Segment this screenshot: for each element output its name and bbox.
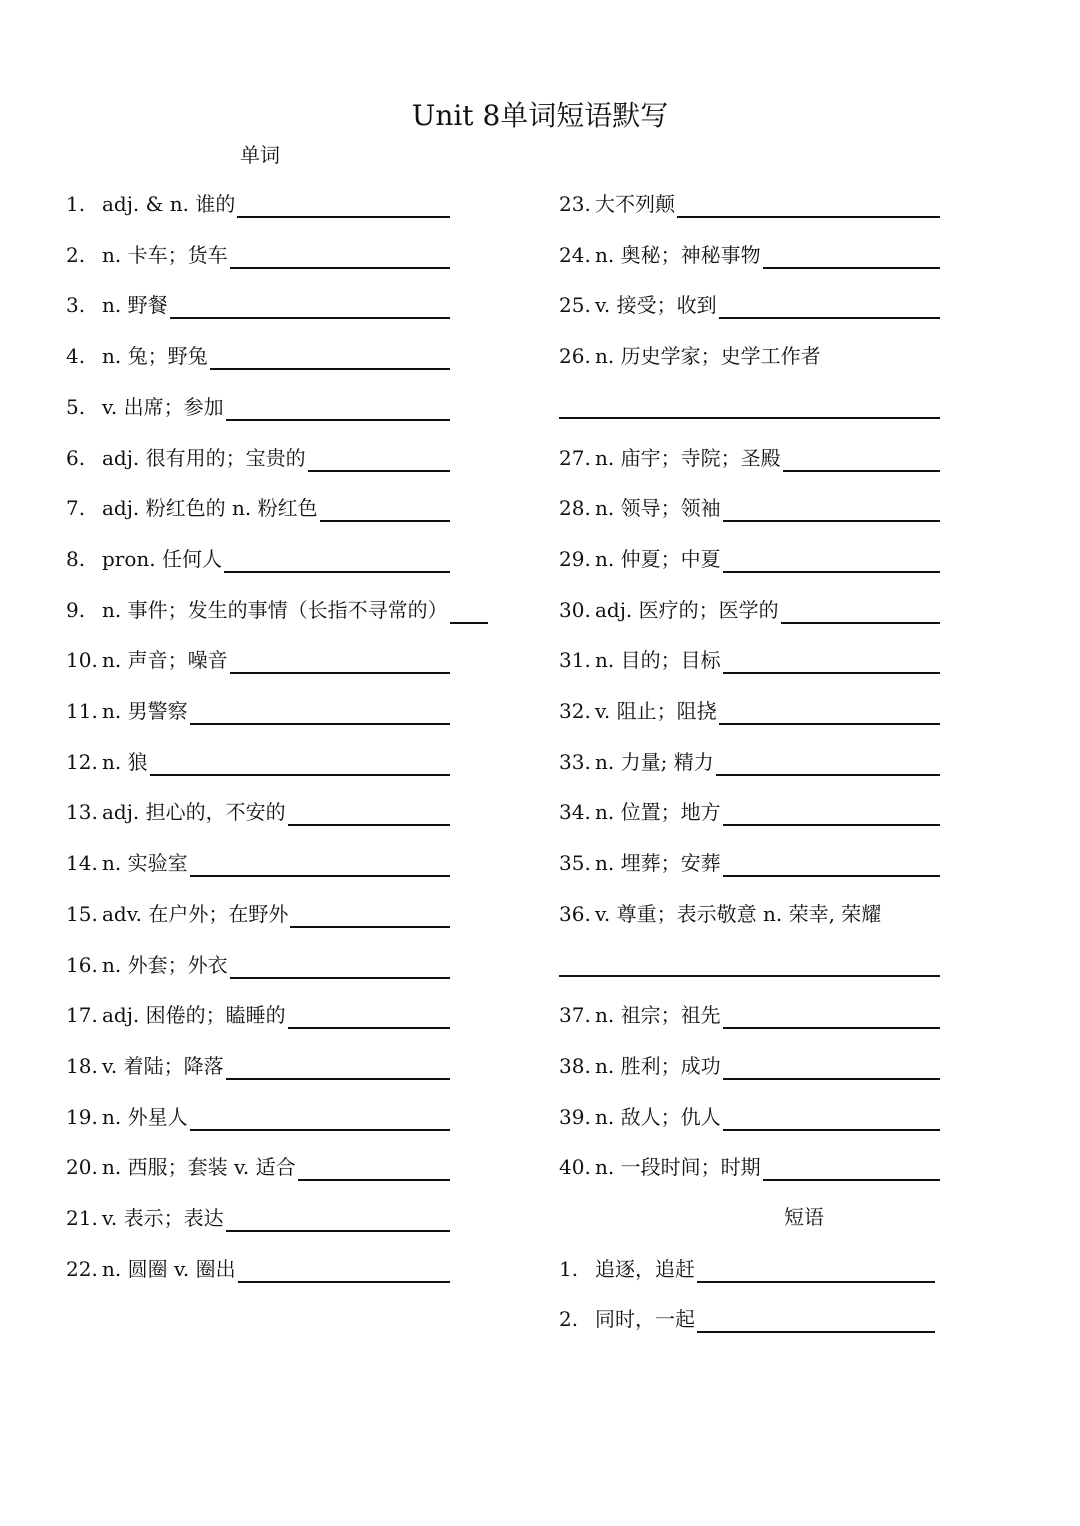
item-prompt: n. 一段时间；时期 <box>595 1155 761 1180</box>
answer-blank[interactable] <box>230 955 450 979</box>
item-prompt: n. 兔；野兔 <box>102 344 208 369</box>
right_items-item <box>559 1151 940 1181</box>
answer-blank[interactable] <box>677 194 940 218</box>
item-number: 1. <box>66 192 86 216</box>
item-number: 15. <box>66 901 98 926</box>
answer-blank[interactable] <box>308 448 450 472</box>
right_items-item <box>559 239 940 269</box>
left_items-item <box>66 949 450 979</box>
answer-blank[interactable] <box>320 498 450 522</box>
item-prompt: 大不列颠 <box>595 192 675 216</box>
answer-blank[interactable] <box>230 245 450 269</box>
item-number: 7. <box>66 496 86 521</box>
answer-blank[interactable] <box>697 1259 935 1283</box>
item-prompt: adj. & n. 谁的 <box>102 192 236 216</box>
answer-blank[interactable] <box>190 701 450 725</box>
item-number: 13. <box>66 800 98 825</box>
left_items-item <box>66 289 450 319</box>
answer-blank[interactable] <box>723 498 940 522</box>
answer-blank[interactable] <box>230 650 450 674</box>
item-number: 11. <box>66 699 98 723</box>
left_items-item <box>66 644 450 674</box>
item-number: 35. <box>559 851 591 876</box>
answer-blank[interactable] <box>723 802 940 826</box>
item-prompt: n. 庙宇；寺院；圣殿 <box>595 445 781 470</box>
item-prompt: n. 祖宗；祖先 <box>595 1003 721 1028</box>
answer-blank[interactable] <box>190 1107 450 1131</box>
item-prompt: n. 卡车；货车 <box>102 242 228 267</box>
answer-blank[interactable] <box>298 1157 450 1181</box>
left_items-item <box>66 695 450 725</box>
item-prompt: n. 声音；噪音 <box>102 648 228 673</box>
item-number: 6. <box>66 445 86 470</box>
left_items-item <box>66 340 450 370</box>
right_items-item <box>559 340 821 370</box>
answer-blank[interactable] <box>238 1259 450 1283</box>
left_items-item <box>66 796 450 826</box>
answer-blank[interactable] <box>719 701 940 725</box>
right_items-item <box>559 847 940 877</box>
item-number: 9. <box>66 597 86 622</box>
item-prompt: n. 目的；目标 <box>595 648 721 673</box>
right_items-item <box>559 898 881 928</box>
answer-blank[interactable] <box>716 752 940 776</box>
item-number: 40. <box>559 1155 591 1180</box>
item-number: 26. <box>559 344 591 369</box>
item-prompt: n. 奥秘；神秘事物 <box>595 242 761 267</box>
right_items-item <box>559 543 940 573</box>
left_items-item <box>66 999 450 1029</box>
item-number: 4. <box>66 344 86 369</box>
item-number: 33. <box>559 749 591 774</box>
item-number: 31. <box>559 648 591 673</box>
item-number: 32. <box>559 699 591 723</box>
left_items-item <box>66 847 450 877</box>
item-number: 37. <box>559 1003 591 1028</box>
item-number: 14. <box>66 851 98 876</box>
item-prompt: n. 圆圈 v. 圈出 <box>102 1256 236 1281</box>
left_items-item <box>66 1050 450 1080</box>
left_items-item <box>66 898 450 928</box>
right_items-item <box>559 746 940 776</box>
item-prompt: adj. 医疗的；医学的 <box>595 597 779 622</box>
item-prompt: adj. 粉红色的 n. 粉红色 <box>102 496 318 521</box>
answer-blank[interactable] <box>559 415 940 419</box>
answer-blank[interactable] <box>723 853 940 877</box>
item-number: 12. <box>66 749 98 774</box>
item-prompt: n. 外套；外衣 <box>102 952 228 977</box>
answer-blank[interactable] <box>288 1005 450 1029</box>
item-prompt: n. 历史学家；史学工作者 <box>595 344 821 369</box>
page-title: Unit 8单词短语默写 <box>411 99 669 132</box>
section-heading-words: 单词 <box>240 143 280 167</box>
item-prompt: v. 着陆；降落 <box>102 1053 224 1078</box>
item-number: 28. <box>559 496 591 521</box>
item-prompt: n. 仲夏；中夏 <box>595 546 721 571</box>
item-prompt: n. 力量; 精力 <box>595 749 714 774</box>
left_items-item <box>66 543 450 573</box>
right_items-item <box>559 796 940 826</box>
answer-blank[interactable] <box>723 1107 940 1131</box>
item-prompt: v. 出席；参加 <box>102 394 224 419</box>
answer-blank[interactable] <box>723 1056 940 1080</box>
item-prompt: n. 狼 <box>102 749 148 774</box>
answer-blank[interactable] <box>763 245 940 269</box>
left_items-item <box>66 188 450 218</box>
answer-blank[interactable] <box>450 600 488 624</box>
item-number: 24. <box>559 242 591 267</box>
answer-blank[interactable] <box>723 549 940 573</box>
answer-blank[interactable] <box>697 1309 935 1333</box>
item-number: 17. <box>66 1003 98 1028</box>
left_items-item <box>66 1253 450 1283</box>
item-prompt: n. 男警察 <box>102 699 188 723</box>
item-number: 39. <box>559 1104 591 1129</box>
answer-blank[interactable] <box>290 904 450 928</box>
item-number: 27. <box>559 445 591 470</box>
answer-blank[interactable] <box>210 346 450 370</box>
item-prompt: pron. 任何人 <box>102 546 222 571</box>
left_items-item <box>66 391 450 421</box>
item-number: 38. <box>559 1053 591 1078</box>
item-prompt: n. 敌人；仇人 <box>595 1104 721 1129</box>
item-number: 3. <box>66 293 86 318</box>
answer-blank[interactable] <box>226 397 450 421</box>
answer-blank[interactable] <box>723 1005 940 1029</box>
right_items-item <box>559 695 940 725</box>
right_items-item <box>559 999 940 1029</box>
item-number: 18. <box>66 1053 98 1078</box>
item-number: 2. <box>559 1307 579 1332</box>
section-heading-phrases: 短语 <box>784 1205 824 1229</box>
right_items-item <box>559 644 940 674</box>
phrase_items-item <box>559 1303 935 1333</box>
item-number: 29. <box>559 546 591 571</box>
item-prompt: n. 位置；地方 <box>595 800 721 825</box>
item-prompt: n. 外星人 <box>102 1104 188 1129</box>
item-number: 19. <box>66 1104 98 1129</box>
right_items-item <box>559 594 940 624</box>
item-prompt: n. 野餐 <box>102 293 168 318</box>
item-prompt: v. 表示；表达 <box>102 1206 224 1230</box>
item-prompt: n. 西服；套装 v. 适合 <box>102 1155 296 1180</box>
left_items-item <box>66 594 488 624</box>
right_items-item <box>559 442 940 472</box>
answer-blank[interactable] <box>783 448 940 472</box>
answer-blank[interactable] <box>763 1157 940 1181</box>
answer-blank[interactable] <box>723 650 940 674</box>
item-prompt: n. 胜利；成功 <box>595 1053 721 1078</box>
answer-blank[interactable] <box>226 1056 450 1080</box>
left_items-item <box>66 746 450 776</box>
item-number: 36. <box>559 901 591 926</box>
answer-blank[interactable] <box>719 295 940 319</box>
left_items-item <box>66 492 450 522</box>
answer-blank[interactable] <box>190 853 450 877</box>
item-number: 21. <box>66 1206 98 1230</box>
item-number: 25. <box>559 293 591 318</box>
right_items-item <box>559 492 940 522</box>
item-prompt: adj. 困倦的；瞌睡的 <box>102 1003 286 1028</box>
item-prompt: n. 实验室 <box>102 851 188 876</box>
answer-blank[interactable] <box>150 752 450 776</box>
left_items-item <box>66 1151 450 1181</box>
right_items-item <box>559 289 940 319</box>
item-prompt: n. 领导；领袖 <box>595 496 721 521</box>
item-prompt: v. 阻止；阻挠 <box>595 699 717 723</box>
right_items-item <box>559 1101 940 1131</box>
answer-blank[interactable] <box>237 194 450 218</box>
right_items-item <box>559 1050 940 1080</box>
answer-blank[interactable] <box>559 973 940 977</box>
item-number: 23. <box>559 192 591 216</box>
item-number: 20. <box>66 1155 98 1180</box>
right_items-item <box>559 188 940 218</box>
left_items-item <box>66 442 450 472</box>
item-prompt: v. 接受；收到 <box>595 293 717 318</box>
item-number: 34. <box>559 800 591 825</box>
item-number: 8. <box>66 546 86 571</box>
item-prompt: adj. 很有用的；宝贵的 <box>102 445 306 470</box>
item-prompt: adj. 担心的，不安的 <box>102 800 286 825</box>
item-prompt: n. 事件；发生的事情（长指不寻常的） <box>102 597 448 622</box>
item-prompt: 追逐，追赶 <box>595 1256 695 1281</box>
phrase_items-item <box>559 1253 935 1283</box>
left_items-item <box>66 239 450 269</box>
item-prompt: adv. 在户外；在野外 <box>102 901 289 926</box>
item-prompt: n. 埋葬；安葬 <box>595 851 721 876</box>
item-number: 5. <box>66 394 86 419</box>
item-number: 16. <box>66 952 98 977</box>
left_items-item <box>66 1202 450 1232</box>
item-number: 30. <box>559 597 591 622</box>
item-number: 2. <box>66 242 86 267</box>
item-number: 22. <box>66 1256 98 1281</box>
item-prompt: v. 尊重；表示敬意 n. 荣幸, 荣耀 <box>595 901 882 926</box>
item-number: 10. <box>66 648 98 673</box>
answer-blank[interactable] <box>226 1208 450 1232</box>
left_items-item <box>66 1101 450 1131</box>
answer-blank[interactable] <box>224 549 450 573</box>
answer-blank[interactable] <box>781 600 940 624</box>
item-prompt: 同时，一起 <box>595 1307 695 1332</box>
answer-blank[interactable] <box>170 295 450 319</box>
answer-blank[interactable] <box>288 802 450 826</box>
item-number: 1. <box>559 1256 579 1281</box>
